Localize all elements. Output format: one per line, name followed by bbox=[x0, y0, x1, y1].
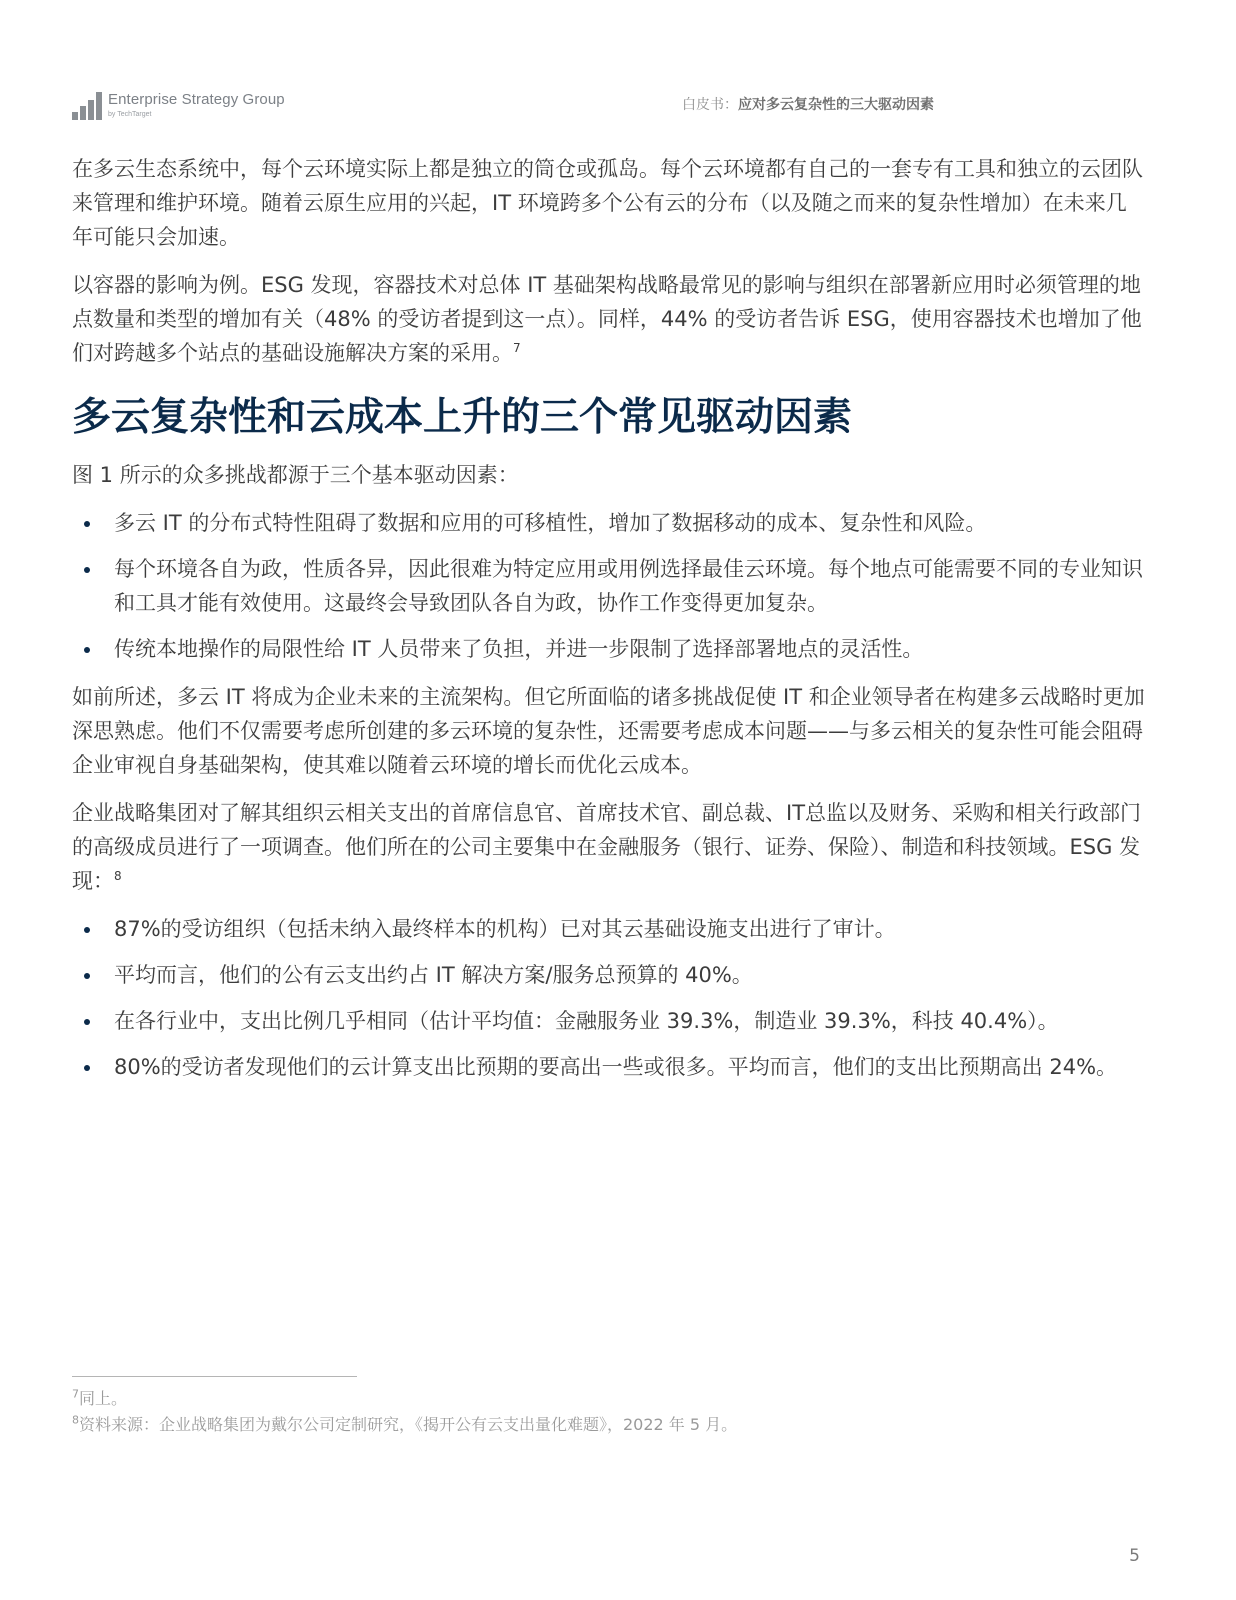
footnote-divider bbox=[72, 1376, 357, 1377]
paragraph-5-text: 企业战略集团对了解其组织云相关支出的首席信息官、首席技术官、副总裁、IT总监以及财务、采购和相关行政部门的高级成员进行了一项调查。他们所在的公司主要集中在金融服务（银行、证券、保险）、制造和科技领域。ESG 发现： bbox=[72, 801, 1142, 893]
footnote-7-text: 同上。 bbox=[79, 1389, 128, 1408]
footnote-8-number: 8 bbox=[72, 1413, 79, 1427]
list-item: 平均而言，他们的公有云支出约占 IT 解决方案/服务总预算的 40%。 bbox=[114, 958, 1147, 992]
list-item: 80%的受访者发现他们的云计算支出比预期的要高出一些或很多。平均而言，他们的支出比预期高出 24%。 bbox=[114, 1050, 1147, 1084]
footnote-ref-8[interactable]: 8 bbox=[114, 869, 122, 883]
esg-logo bbox=[72, 92, 285, 120]
logo-name: Enterprise Strategy Group bbox=[108, 91, 285, 108]
list-item: 传统本地操作的局限性给 IT 人员带来了负担，并进一步限制了选择部署地点的灵活性。 bbox=[114, 632, 1147, 666]
page-number: 5 bbox=[1129, 1546, 1140, 1566]
paragraph-1: 在多云生态系统中，每个云环境实际上都是独立的筒仓或孤岛。每个云环境都有自己的一套专有工具和独立的云团队来管理和维护环境。随着云原生应用的兴起，IT 环境跨多个公有云的分布（以及随之而来的复杂性增加）在未来几年可能只会加速。 bbox=[72, 157, 1143, 249]
doc-title-prefix: 白皮书： bbox=[682, 97, 738, 113]
paragraph-5 bbox=[72, 796, 1147, 898]
paragraph-4: 如前所述，多云 IT 将成为企业未来的主流架构。但它所面临的诸多挑战促使 IT 和企业领导者在构建多云战略时更加深思熟虑。他们不仅需要考虑所创建的多云环境的复杂性，还需要考虑成本问题——与多云相关的复杂性可能会阻碍企业审视自身基础架构，使其难以随着云环境的增长而优化云成本。 bbox=[72, 685, 1145, 777]
paragraph-2-text: 以容器的影响为例。ESG 发现，容器技术对总体 IT 基础架构战略最常见的影响与组织在部署新应用时必须管理的地点数量和类型的增加有关（48% 的受访者提到这一点）。同样，44% 的受访者告诉 ESG，使用容器技术也增加了他们对跨越多个站点的基础设施解决方案的采用。 bbox=[72, 273, 1142, 365]
paragraph-2 bbox=[72, 268, 1147, 370]
bar-chart-logo-icon bbox=[72, 92, 102, 120]
section-heading: 多云复杂性和云成本上升的三个常见驱动因素 bbox=[72, 395, 853, 440]
list-item: 多云 IT 的分布式特性阻碍了数据和应用的可移植性，增加了数据移动的成本、复杂性和风险。 bbox=[114, 506, 1147, 540]
footnote-7 bbox=[72, 1386, 737, 1412]
footnote-8-text: 资料来源：企业战略集团为戴尔公司定制研究，《揭开公有云支出量化难题》，2022 年 5 月。 bbox=[79, 1415, 738, 1434]
footnote-ref-7[interactable]: 7 bbox=[513, 341, 521, 355]
footnotes bbox=[72, 1386, 737, 1438]
document-title bbox=[682, 94, 934, 114]
findings-list bbox=[72, 912, 1147, 1084]
footnote-7-number: 7 bbox=[72, 1387, 79, 1401]
doc-title-text: 应对多云复杂性的三大驱动因素 bbox=[738, 97, 934, 113]
page-header bbox=[72, 88, 1164, 128]
list-item: 在各行业中，支出比例几乎相同（估计平均值：金融服务业 39.3%，制造业 39.3%，科技 40.4%）。 bbox=[114, 1004, 1147, 1038]
main-content bbox=[72, 152, 1147, 1098]
list-item: 每个环境各自为政，性质各异，因此很难为特定应用或用例选择最佳云环境。每个地点可能需要不同的专业知识和工具才能有效使用。这最终会导致团队各自为政，协作工作变得更加复杂。 bbox=[114, 552, 1147, 620]
logo-subtitle: by TechTarget bbox=[108, 111, 152, 118]
footnote-8 bbox=[72, 1412, 737, 1438]
drivers-list bbox=[72, 506, 1147, 666]
paragraph-3: 图 1 所示的众多挑战都源于三个基本驱动因素： bbox=[72, 463, 519, 487]
list-item: 87%的受访组织（包括未纳入最终样本的机构）已对其云基础设施支出进行了审计。 bbox=[114, 912, 1147, 946]
